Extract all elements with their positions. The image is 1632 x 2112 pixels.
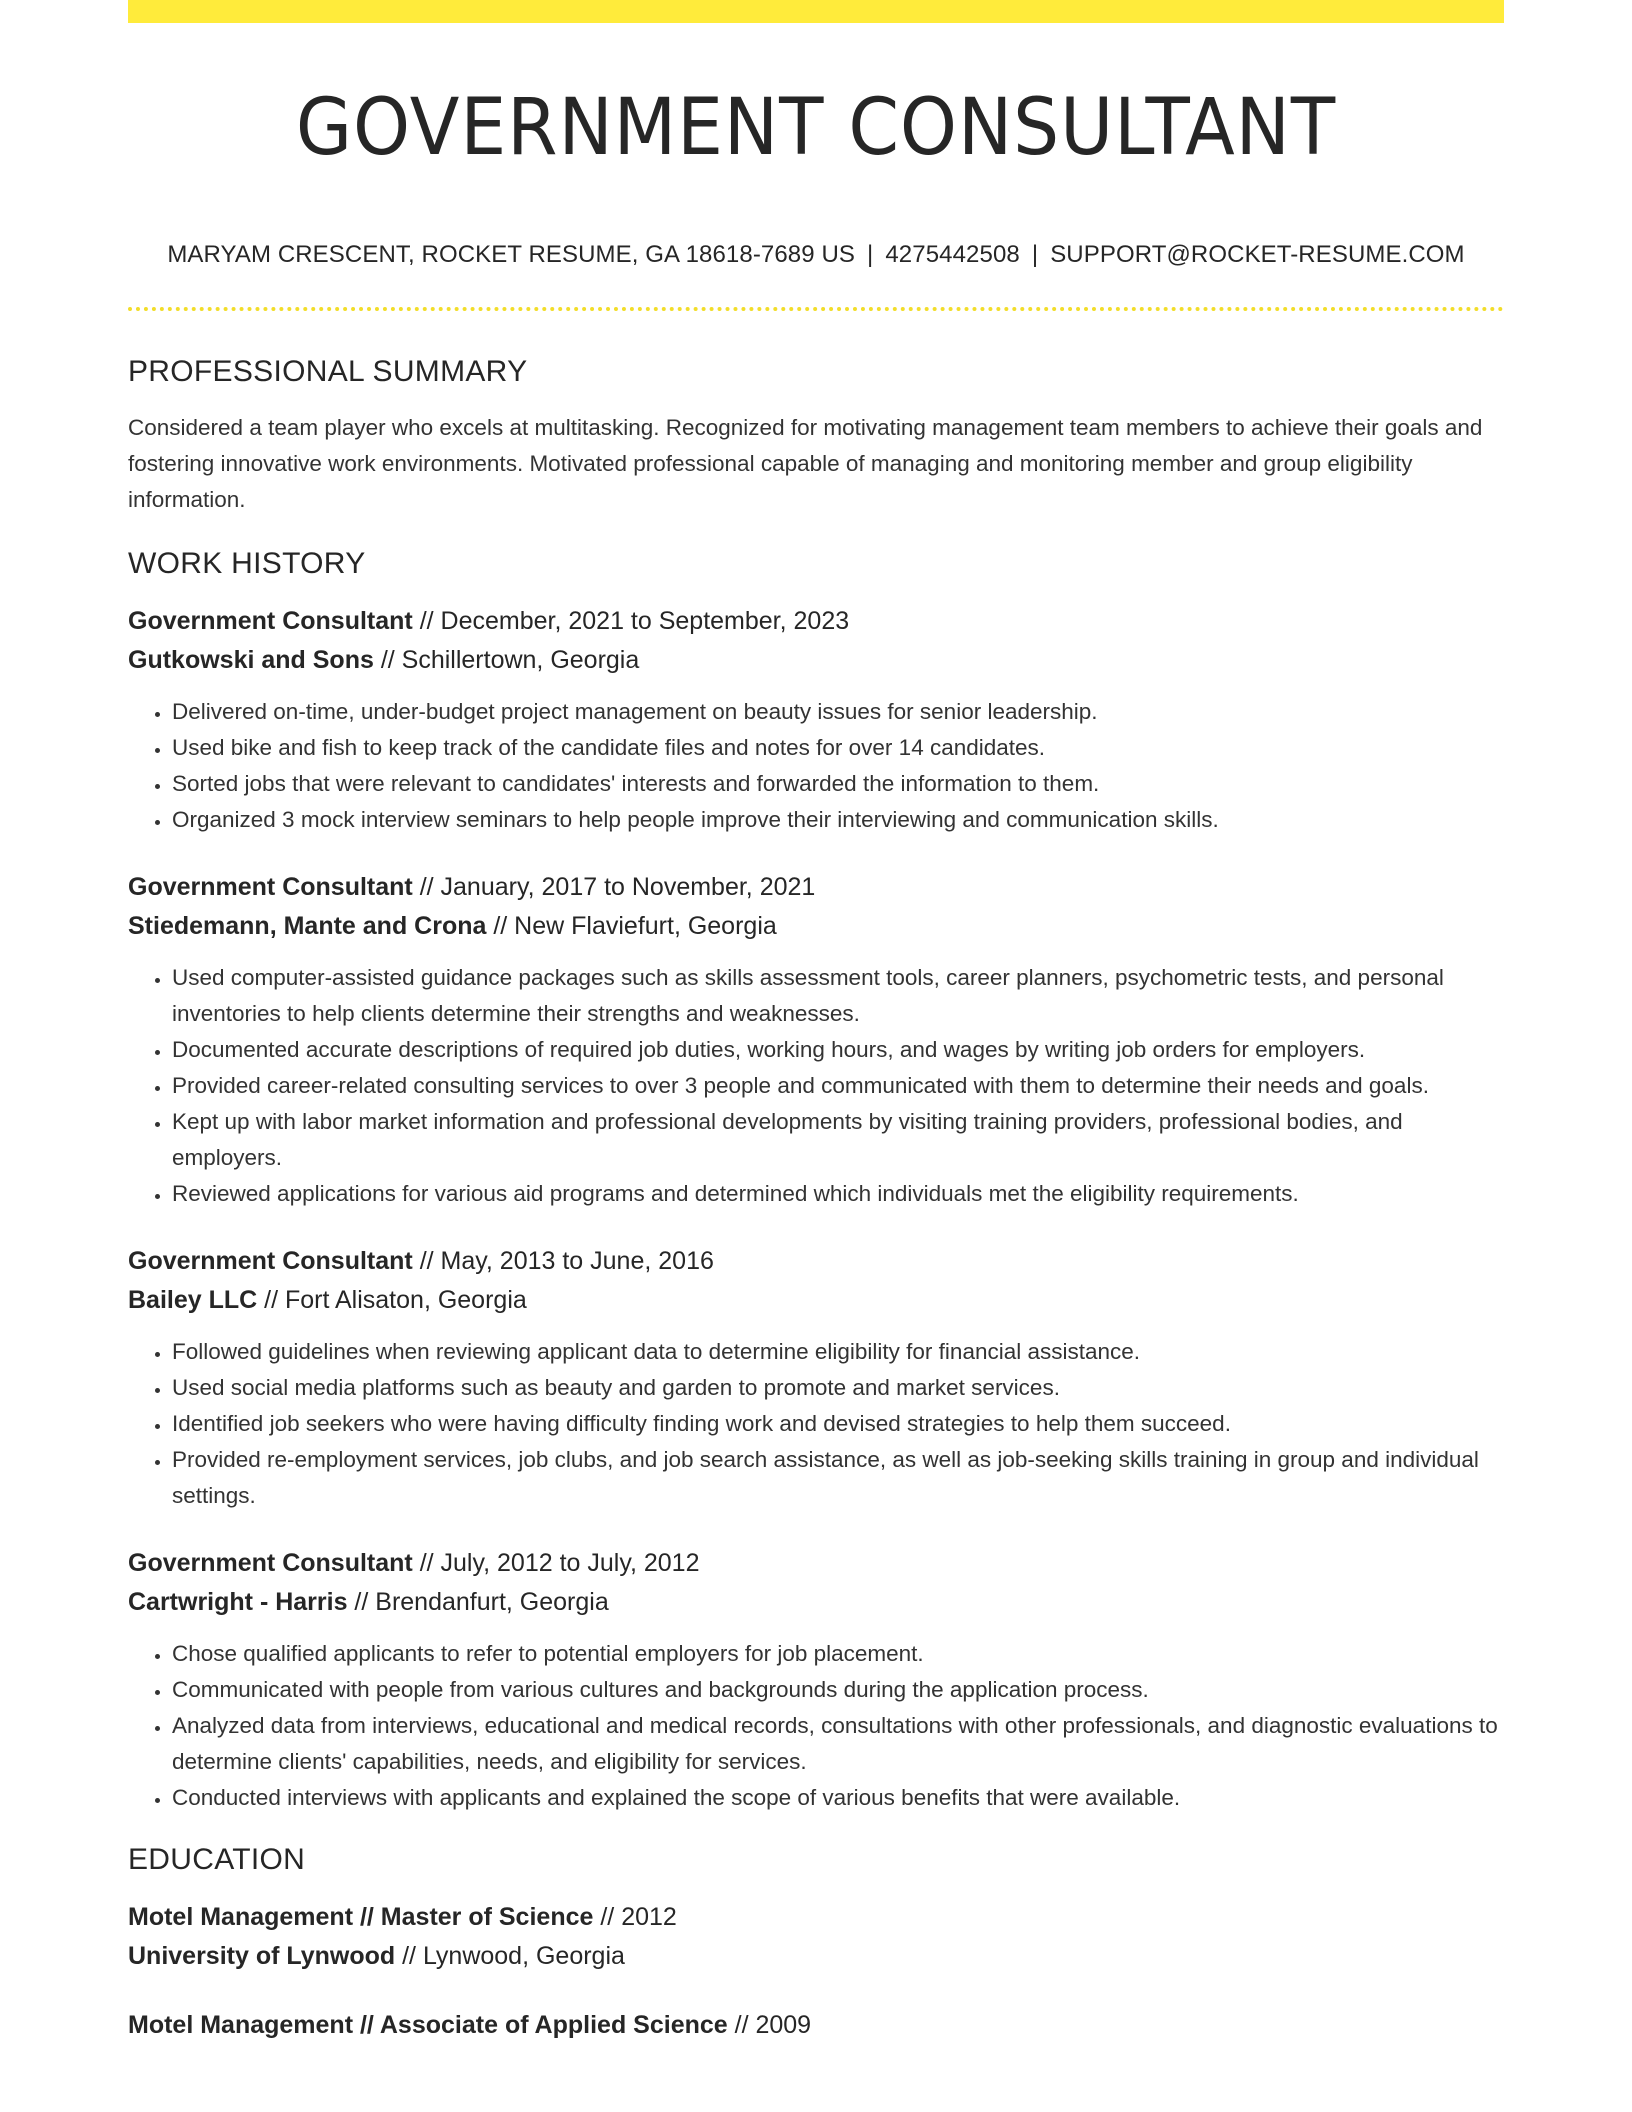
list-item: • Followed guidelines when reviewing applicant data to determine eligibility for financial assistance. xyxy=(172,1334,1504,1370)
education-school-line xyxy=(128,1937,1504,1976)
job-company: Cartwright - Harris xyxy=(128,1588,348,1616)
education-degree: Motel Management // Associate of Applied Science xyxy=(128,2011,728,2039)
job-company-line xyxy=(128,1281,1504,1320)
job-company-line xyxy=(128,641,1504,680)
contact-email: SUPPORT@ROCKET-RESUME.COM xyxy=(1050,241,1465,268)
accent-bar xyxy=(128,0,1504,23)
job-bullets xyxy=(128,960,1504,1212)
job-company: Gutkowski and Sons xyxy=(128,646,374,674)
job-company: Bailey LLC xyxy=(128,1286,258,1314)
job-bullets xyxy=(128,694,1504,838)
work-history-section xyxy=(128,544,1504,1816)
job-location: // Schillertown, Georgia xyxy=(373,646,640,674)
divider xyxy=(128,307,1504,311)
education-degree-line xyxy=(128,2006,1504,2045)
list-item: • Organized 3 mock interview seminars to help people improve their interviewing and communication skills. xyxy=(172,802,1504,838)
list-item: • Provided career-related consulting services to over 3 people and communicated with them to determine their needs and goals. xyxy=(172,1068,1504,1104)
summary-section xyxy=(128,352,1504,518)
list-item: • Communicated with people from various cultures and backgrounds during the application process. xyxy=(172,1672,1504,1708)
summary-heading: PROFESSIONAL SUMMARY xyxy=(128,355,528,388)
list-item: • Identified job seekers who were having difficulty finding work and devised strategies to help them succeed. xyxy=(172,1406,1504,1442)
job-dates: // January, 2017 to November, 2021 xyxy=(412,873,816,901)
job-dates: // July, 2012 to July, 2012 xyxy=(412,1549,700,1577)
list-item: • Used bike and fish to keep track of the candidate files and notes for over 14 candidates. xyxy=(172,730,1504,766)
job-entry xyxy=(128,1544,1504,1816)
list-item: • Used social media platforms such as beauty and garden to promote and market services. xyxy=(172,1370,1504,1406)
job-bullets xyxy=(128,1636,1504,1816)
contact-separator: | xyxy=(1031,241,1039,268)
education-degree: Motel Management // Master of Science xyxy=(128,1903,594,1931)
job-entry xyxy=(128,1242,1504,1514)
job-company: Stiedemann, Mante and Crona xyxy=(128,912,487,940)
job-entry xyxy=(128,868,1504,1212)
education-entry xyxy=(128,1898,1504,1976)
list-item: • Delivered on-time, under-budget project management on beauty issues for senior leadership. xyxy=(172,694,1504,730)
contact-address: MARYAM CRESCENT, ROCKET RESUME, GA 18618-7689 US xyxy=(167,241,856,268)
job-company-line xyxy=(128,907,1504,946)
summary-text: Considered a team player who excels at multitasking. Recognized for motivating management team members to achieve their goals and fostering innovative work environments. Motivated professional capable of managing and monitoring member and group eligibility information. xyxy=(128,415,1483,512)
job-location: // Fort Alisaton, Georgia xyxy=(257,1286,527,1314)
contact-line xyxy=(128,237,1504,273)
job-title-line xyxy=(128,1544,1504,1583)
resume-page xyxy=(128,0,1504,2039)
job-entry xyxy=(128,602,1504,838)
education-year: // 2009 xyxy=(727,2011,812,2039)
job-location: // Brendanfurt, Georgia xyxy=(347,1588,609,1616)
list-item: • Chose qualified applicants to refer to potential employers for job placement. xyxy=(172,1636,1504,1672)
list-item: • Conducted interviews with applicants and explained the scope of various benefits that were available. xyxy=(172,1780,1504,1816)
list-item: • Provided re-employment services, job clubs, and job search assistance, as well as job-seeking skills training in group and individual settings. xyxy=(172,1442,1504,1514)
education-year: // 2012 xyxy=(593,1903,677,1931)
job-location: // New Flaviefurt, Georgia xyxy=(486,912,777,940)
education-heading: EDUCATION xyxy=(128,1843,306,1876)
job-company-line xyxy=(128,1583,1504,1622)
list-item: • Kept up with labor market information and professional developments by visiting training providers, professional bodies, and employers. xyxy=(172,1104,1504,1176)
job-title: Government Consultant xyxy=(128,1549,413,1577)
job-title: Government Consultant xyxy=(128,607,413,635)
job-title: Government Consultant xyxy=(128,873,413,901)
job-title-line xyxy=(128,868,1504,907)
job-title: Government Consultant xyxy=(128,1247,413,1275)
list-item: • Analyzed data from interviews, educational and medical records, consultations with other professionals, and diagnostic evaluations to determine clients' capabilities, needs, and eligibility for services. xyxy=(172,1708,1504,1780)
list-item: • Documented accurate descriptions of required job duties, working hours, and wages by writing job orders for employers. xyxy=(172,1032,1504,1068)
education-section xyxy=(128,1840,1504,2045)
list-item: • Used computer-assisted guidance packages such as skills assessment tools, career planners, psychometric tests, and personal inventories to help clients determine their strengths and weaknesses. xyxy=(172,960,1504,1032)
resume-content xyxy=(128,352,1504,2045)
contact-phone: 4275442508 xyxy=(885,241,1020,268)
job-title-line xyxy=(128,1242,1504,1281)
list-item: • Reviewed applications for various aid programs and determined which individuals met the eligibility requirements. xyxy=(172,1176,1504,1212)
job-dates: // May, 2013 to June, 2016 xyxy=(412,1247,714,1275)
job-bullets xyxy=(128,1334,1504,1514)
page-title: GOVERNMENT CONSULTANT xyxy=(295,83,1337,173)
contact-separator: | xyxy=(867,241,874,268)
education-entry xyxy=(128,2006,1504,2045)
education-degree-line xyxy=(128,1898,1504,1937)
job-title-line xyxy=(128,602,1504,641)
list-item: • Sorted jobs that were relevant to candidates' interests and forwarded the information to them. xyxy=(172,766,1504,802)
education-location: // Lynwood, Georgia xyxy=(395,1942,625,1970)
work-history-heading: WORK HISTORY xyxy=(128,547,366,580)
job-dates: // December, 2021 to September, 2023 xyxy=(412,607,850,635)
education-school: University of Lynwood xyxy=(128,1942,396,1970)
